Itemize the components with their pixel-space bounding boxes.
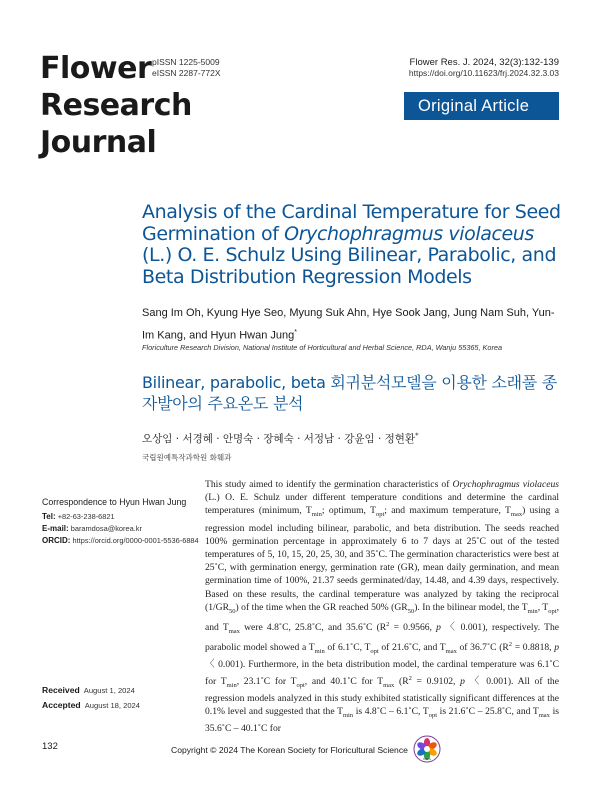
- title-part: (L.) O. E. Schulz Using Bilinear, Parabolic, and Beta Distribution Regression Models: [142, 244, 557, 288]
- subscript: max: [445, 648, 457, 656]
- pissn: pISSN 1225-5009: [152, 57, 220, 67]
- orcid-link[interactable]: https://orcid.org/0000-0001-5536-6884: [72, 536, 199, 545]
- accepted-label: Accepted: [42, 700, 81, 710]
- abstract-fragment: , and 40.1˚C for T: [304, 675, 384, 687]
- society-logo-text: KSFS: [423, 757, 431, 761]
- dates-block: [42, 683, 202, 713]
- abstract-fragment: This study aimed to identify the germination characteristics of: [205, 479, 453, 490]
- accepted-date: August 18, 2024: [84, 701, 140, 710]
- society-logo-icon: [413, 735, 441, 763]
- subscript: min: [314, 648, 325, 656]
- abstract-fragment: ). In the bilinear model, the T: [414, 601, 528, 613]
- subscript: opt: [296, 681, 305, 689]
- p-value-symbol: p: [436, 622, 441, 634]
- issn-block: [152, 57, 221, 79]
- subscript: 50: [407, 607, 415, 615]
- p-value-symbol: p: [554, 642, 560, 654]
- superscript: 2: [408, 674, 412, 682]
- author-list: [142, 304, 562, 346]
- subscript: max: [538, 712, 550, 720]
- subscript: max: [510, 511, 523, 519]
- abstract-fragment: ) using a regression model including bilinear, parabolic, and beta distribution. The seeds reached 100% germination percentage in approximately 6 to 7 days at 25˚C out of the tested temperatures of 5, 10, 15, 20, 25, 30, and 35˚C. The germination characteristics were best at 25˚C, with germination energy, germination rate (GR), mean daily germination, and mean germination time of 100%, 21.37 seeds germinated/day, 14.48, and 4.39 days, respectively. Based on these results, the cardinal temperature was analyzed by taking the reciprocal (1/GR: [205, 505, 559, 613]
- abstract-text: [205, 478, 559, 735]
- subscript: opt: [428, 712, 438, 720]
- journal-citation: Flower Res. J. 2024, 32(3):132-139: [409, 57, 559, 68]
- correspondence-label: Correspondence to Hyun Hwan Jung: [42, 497, 187, 507]
- abstract-fragment: is 4.8˚C – 6.1˚C, T: [353, 706, 429, 718]
- email-label: E-mail:: [42, 524, 69, 533]
- tel-line: [42, 511, 202, 523]
- received-line: [42, 683, 202, 698]
- accepted-line: [42, 698, 202, 713]
- superscript: 2: [508, 641, 513, 649]
- abstract-fragment: , 23.1˚C for T: [236, 675, 297, 687]
- abstract-fragment: of 6.1˚C, T: [324, 642, 371, 654]
- abstract-fragment: of 36.7˚C (R: [456, 642, 509, 654]
- korean-author-names: 오상임 · 서경혜 · 안명숙 · 장혜숙 · 서정남 · 강윤임 · 정현환: [142, 433, 416, 445]
- correspondence-block: [42, 496, 202, 547]
- tel-value: +82-63-238-6821: [57, 512, 115, 521]
- abstract-fragment: were 4.8˚C, 25.8˚C, and 35.6˚C (R: [239, 622, 387, 634]
- article-type-banner: Original Article: [404, 92, 559, 120]
- superscript: 2: [386, 620, 390, 628]
- abstract-fragment: ; and maximum temperature, T: [384, 505, 511, 517]
- doi-link[interactable]: https://doi.org/10.11623/frj.2024.32.3.03: [408, 68, 559, 78]
- email-link[interactable]: baramdosa@korea.kr: [70, 524, 142, 533]
- subscript: opt: [375, 511, 385, 519]
- subscript: min: [527, 607, 538, 615]
- abstract-fragment: 〈 0.001). All of the regression models analyzed in this study exhibited statistically significant differences at the 0.1% level and suggested that the T: [205, 675, 559, 718]
- journal-title-line: Flower: [40, 51, 152, 86]
- subscript: max: [228, 627, 240, 635]
- abstract-fragment: ; optimum, T: [321, 505, 376, 517]
- subscript: opt: [548, 607, 557, 615]
- abstract-fragment: ) of the time when the GR reached 50% (GR: [235, 601, 408, 613]
- abstract-fragment: is 35.6˚C – 40.1˚C for: [205, 706, 559, 735]
- korean-title: Bilinear, parabolic, beta 회귀분석모델을 이용한 소래풀 종자발아의 주요온도 분석: [142, 373, 557, 413]
- received-date: August 1, 2024: [83, 686, 135, 695]
- title-part: Analysis of the Cardinal Temperature for Seed Germination of: [142, 201, 561, 245]
- received-label: Received: [42, 685, 80, 695]
- abstract-fragment: , T: [537, 601, 549, 613]
- author-names: Sang Im Oh, Kyung Hye Seo, Myung Suk Ahn, Hye Sook Jang, Jung Nam Suh, Yun-Im Kang, and Hyun Hwan Jung: [142, 307, 555, 342]
- eissn: eISSN 2287-772X: [152, 68, 221, 78]
- abstract-fragment: = 0.8818,: [512, 642, 555, 654]
- korean-author-list: [142, 431, 562, 446]
- tel-label: Tel:: [42, 512, 56, 521]
- journal-title-line: Research: [40, 88, 192, 123]
- abstract-fragment: (L.) O. E. Schulz under different temperature conditions and determine the cardinal temperatures (minimum, T: [205, 492, 559, 517]
- orcid-label: ORCID:: [42, 536, 71, 545]
- citation-block: [409, 57, 559, 79]
- species-name: Orychophragmus violaceus: [284, 222, 534, 245]
- abstract-fragment: (R: [394, 675, 409, 687]
- journal-title-line: Journal: [40, 125, 157, 160]
- subscript: min: [226, 681, 237, 689]
- abstract-species-name: Orychophragmus violaceus: [452, 479, 560, 490]
- abstract-fragment: is 21.6˚C – 25.8˚C, and T: [437, 706, 539, 718]
- korean-corresponding-mark: *: [415, 431, 419, 440]
- p-value-symbol: p: [460, 675, 465, 687]
- article-title: [142, 202, 562, 288]
- copyright-notice: Copyright © 2024 The Korean Society for Floricultural Science: [171, 745, 408, 755]
- subscript: opt: [370, 648, 379, 656]
- abstract-fragment: = 0.9566,: [389, 622, 437, 634]
- abstract-fragment: of 21.6˚C, and T: [378, 642, 446, 654]
- subscript: min: [342, 712, 354, 720]
- page-number: 132: [42, 741, 58, 752]
- abstract-fragment: = 0.9102,: [411, 675, 461, 687]
- subscript: 50: [228, 607, 236, 615]
- corresponding-mark: *: [294, 329, 297, 336]
- author-affiliation: Floriculture Research Division, National Institute of Horticultural and Herbal Science, RDA, Wanju 55365, Korea: [142, 343, 503, 352]
- subscript: max: [383, 681, 395, 689]
- email-line: [42, 523, 202, 535]
- korean-affiliation: 국립원예특작과학원 화훼과: [142, 453, 232, 462]
- orcid-line: [42, 535, 202, 547]
- abstract-fragment: , and T: [205, 601, 559, 634]
- subscript: min: [311, 511, 322, 519]
- abstract-fragment: 〈 0.001). Furthermore, in the beta distribution model, the cardinal temperature was 6.1˚C for T: [205, 659, 559, 687]
- abstract-fragment: 〈 0.001), respectively. The parabolic model showed a T: [205, 622, 560, 654]
